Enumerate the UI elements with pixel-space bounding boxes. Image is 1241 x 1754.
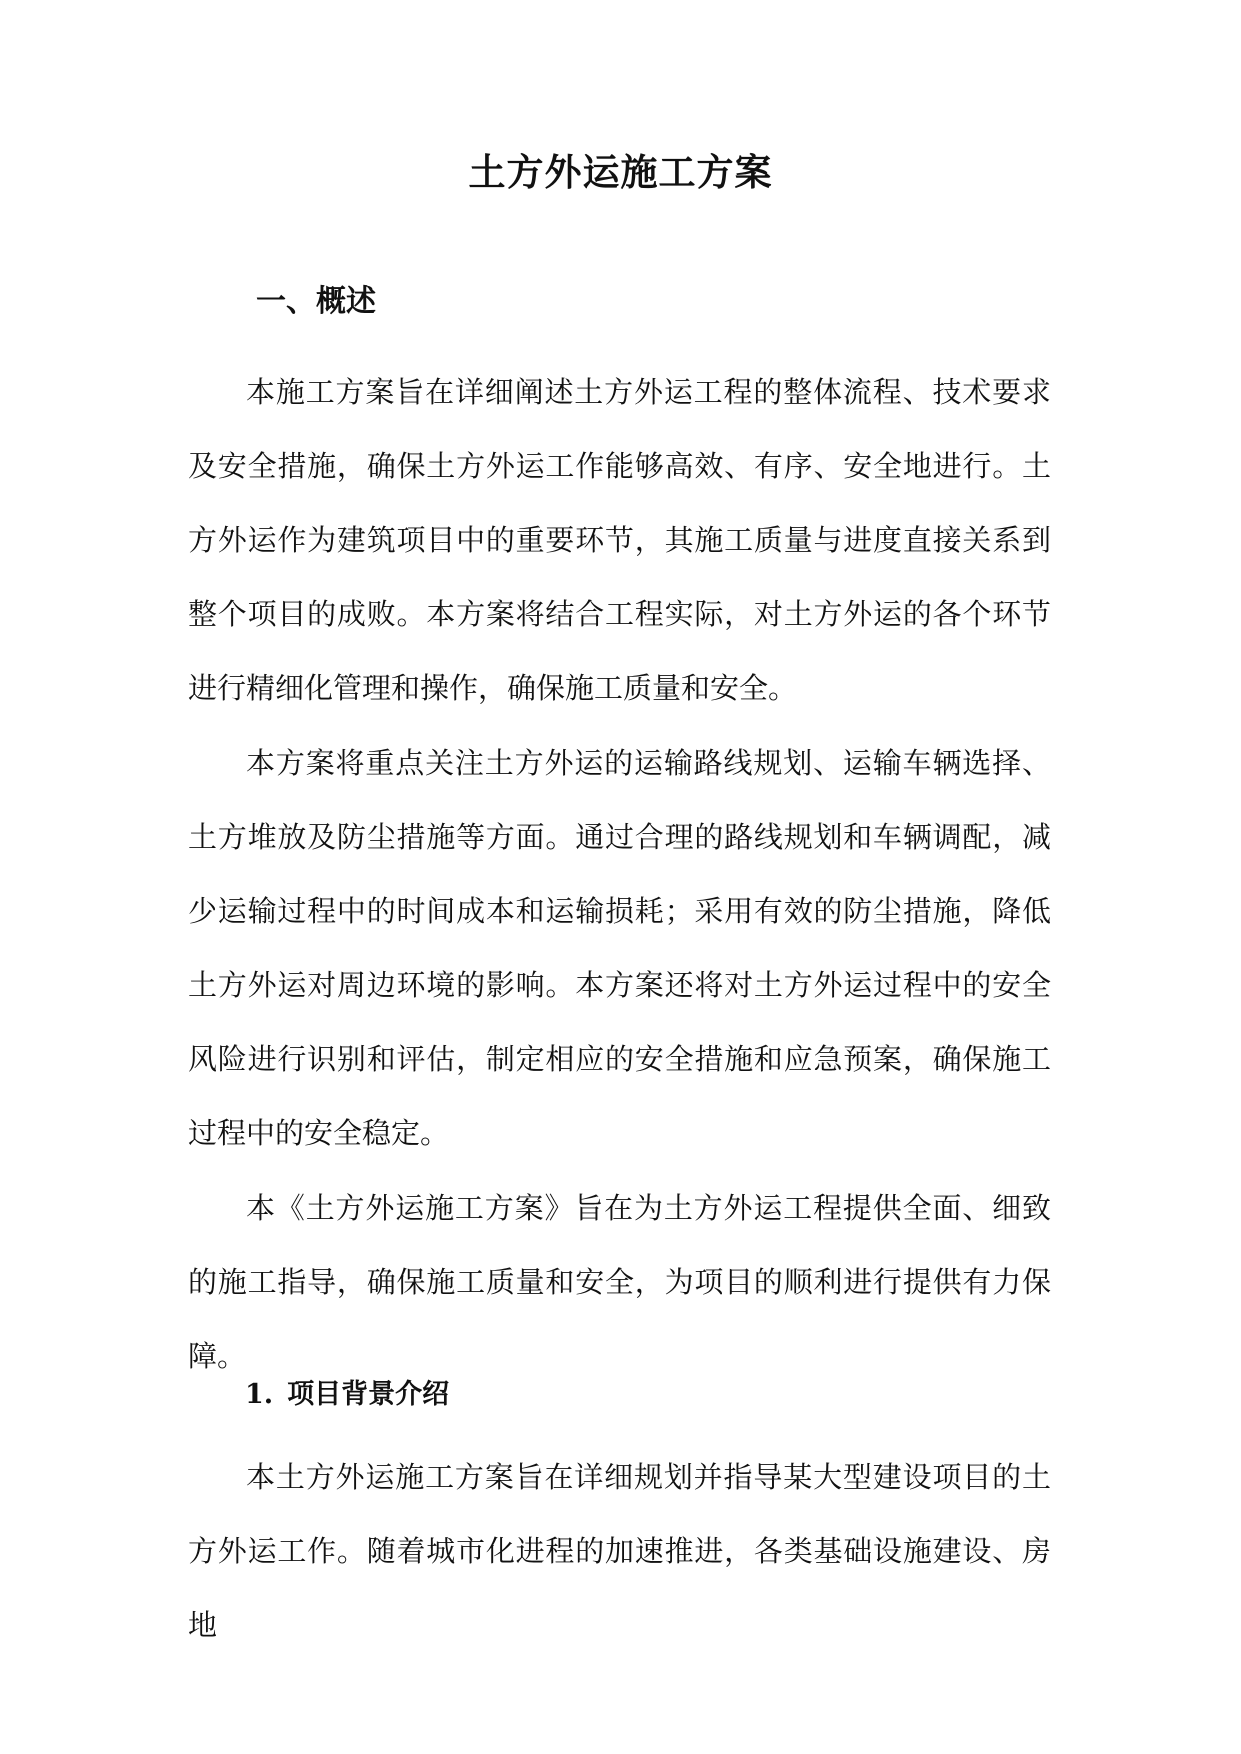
document-title: 土方外运施工方案 xyxy=(468,150,773,194)
subsection-number: 1. xyxy=(245,1379,274,1410)
subsection-heading-background xyxy=(245,1379,449,1411)
subsection-title: 项目背景介绍 xyxy=(287,1379,450,1410)
background-paragraph-1: 本土方外运施工方案旨在详细规划并指导某大型建设项目的土方外运工作。随着城市化进程的加速推进，各类基础设施建设、房地 xyxy=(188,1460,1051,1642)
section-heading-overview: 一、概述 xyxy=(256,284,376,319)
overview-paragraph-2: 本方案将重点关注土方外运的运输路线规划、运输车辆选择、土方堆放及防尘措施等方面。通过合理的路线规划和车辆调配，减少运输过程中的时间成本和运输损耗；采用有效的防尘措施，降低土方外运对周边环境的影响。本方案还将对土方外运过程中的安全风险进行识别和评估，制定相应的安全措施和应急预案，确保施工过程中的安全稳定。 xyxy=(188,746,1051,1150)
overview-paragraph-3: 本《土方外运施工方案》旨在为土方外运工程提供全面、细致的施工指导，确保施工质量和安全，为项目的顺利进行提供有力保障。 xyxy=(188,1191,1051,1373)
overview-paragraph-1: 本施工方案旨在详细阐述土方外运工程的整体流程、技术要求及安全措施，确保土方外运工作能够高效、有序、安全地进行。土方外运作为建筑项目中的重要环节，其施工质量与进度直接关系到整个项目的成败。本方案将结合工程实际，对土方外运的各个环节进行精细化管理和操作，确保施工质量和安全。 xyxy=(188,375,1051,705)
